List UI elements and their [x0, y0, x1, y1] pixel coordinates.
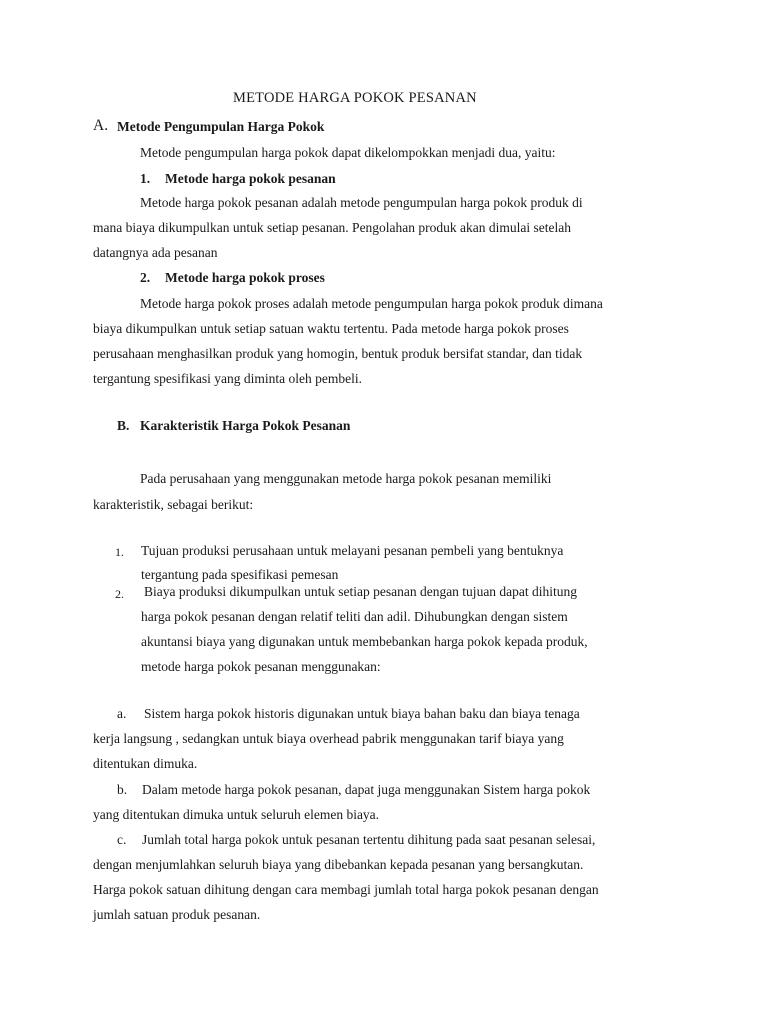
item1-line: datangnya ada pesanan: [93, 245, 218, 260]
list-item-line: tergantung pada spesifikasi pemesan: [141, 567, 339, 582]
list-item-number: 1.: [115, 545, 124, 559]
item2-line: tergantung spesifikasi yang diminta oleh pembeli.: [93, 371, 362, 386]
item1-line: Metode harga pokok pesanan adalah metode pengumpulan harga pokok produk di: [140, 195, 583, 210]
sublist-letter: a.: [117, 706, 127, 721]
item2-number: 2.: [140, 270, 151, 285]
list-item-line: Tujuan produksi perusahaan untuk melayani pesanan pembeli yang bentuknya: [141, 543, 564, 558]
item1-heading: Metode harga pokok pesanan: [165, 171, 336, 186]
section-b-heading: Karakteristik Harga Pokok Pesanan: [140, 418, 351, 433]
list-item-line: akuntansi biaya yang digunakan untuk membebankan harga pokok kepada produk,: [141, 634, 588, 649]
section-a-heading: Metode Pengumpulan Harga Pokok: [117, 119, 325, 134]
sublist-line: kerja langsung , sedangkan untuk biaya overhead pabrik menggunakan tarif biaya yang: [93, 731, 564, 746]
sublist-line: Sistem harga pokok historis digunakan untuk biaya bahan baku dan biaya tenaga: [144, 706, 580, 721]
item1-line: mana biaya dikumpulkan untuk setiap pesanan. Pengolahan produk akan dimulai setelah: [93, 220, 571, 235]
sublist-letter: c.: [117, 832, 127, 847]
sublist-line: dengan menjumlahkan seluruh biaya yang dibebankan kepada pesanan yang bersangkutan.: [93, 857, 584, 872]
list-item-line: metode harga pokok pesanan menggunakan:: [141, 659, 381, 674]
sublist-line: Jumlah total harga pokok untuk pesanan tertentu dihitung pada saat pesanan selesai,: [142, 832, 596, 847]
sublist-line: yang ditentukan dimuka untuk seluruh elemen biaya.: [93, 807, 380, 822]
item2-heading: Metode harga pokok proses: [165, 270, 325, 285]
item2-line: biaya dikumpulkan untuk setiap satuan waktu tertentu. Pada metode harga pokok proses: [93, 321, 569, 336]
section-b-intro-line: karakteristik, sebagai berikut:: [93, 497, 254, 512]
sublist-line: jumlah satuan produk pesanan.: [93, 907, 261, 922]
sublist-line: Harga pokok satuan dihitung dengan cara membagi jumlah total harga pokok pesanan dengan: [93, 882, 599, 897]
sublist-line: Dalam metode harga pokok pesanan, dapat juga menggunakan Sistem harga pokok: [142, 782, 591, 797]
section-a-letter: A.: [93, 117, 109, 134]
item2-line: perusahaan menghasilkan produk yang homogin, bentuk produk bersifat standar, dan tidak: [93, 346, 583, 361]
item1-number: 1.: [140, 171, 151, 186]
section-b-intro-line: Pada perusahaan yang menggunakan metode harga pokok pesanan memiliki: [140, 471, 552, 486]
list-item-number: 2.: [115, 587, 124, 601]
sublist-letter: b.: [117, 782, 128, 797]
section-b-letter: B.: [117, 418, 130, 433]
sublist-line: ditentukan dimuka.: [93, 756, 198, 771]
item2-line: Metode harga pokok proses adalah metode pengumpulan harga pokok produk dimana: [140, 296, 603, 311]
list-item-line: Biaya produksi dikumpulkan untuk setiap pesanan dengan tujuan dapat dihitung: [144, 584, 578, 599]
document-title: METODE HARGA POKOK PESANAN: [233, 90, 477, 106]
list-item-line: harga pokok pesanan dengan relatif teliti dan adil. Dihubungkan dengan sistem: [141, 609, 568, 624]
section-a-intro: Metode pengumpulan harga pokok dapat dikelompokkan menjadi dua, yaitu:: [140, 145, 556, 160]
